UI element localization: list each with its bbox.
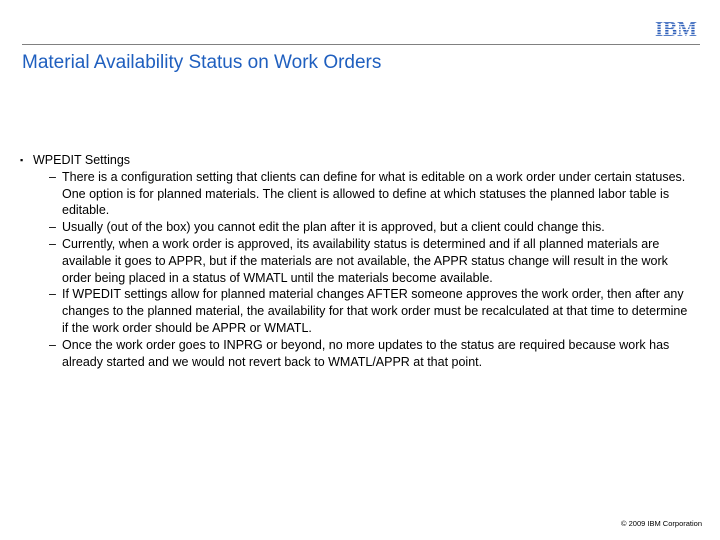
- sub-bullet-text: Once the work order goes to INPRG or beyond, no more updates to the status are required because work has already started and we would not revert back to WMATL/APPR at that point.: [62, 337, 670, 369]
- bullet-text: WPEDIT Settings: [33, 153, 131, 167]
- bullet-marker: ▪: [20, 155, 24, 165]
- sub-bullet-text: There is a configuration setting that clients can define for what is editable on a work order under certain statuses. One option is for planned materials. The client is allowed to define at which statuses the planned labor table is editable.: [62, 169, 686, 218]
- bullet-item: [20, 152, 692, 169]
- title-divider: [22, 44, 700, 45]
- dash-marker: –: [49, 337, 56, 352]
- copyright-notice: © 2009 IBM Corporation: [621, 519, 702, 528]
- dash-marker: –: [49, 287, 56, 302]
- ibm-logo: [652, 17, 700, 39]
- dash-marker: –: [49, 169, 56, 184]
- slide-body: [20, 152, 692, 370]
- sub-bullet-text: If WPEDIT settings allow for planned material changes AFTER someone approves the work order, then after any changes to the planned material, the availability for that work order must be recalculated at that time to determine if the work order should be APPR or WMATL.: [62, 287, 688, 335]
- ibm-logo-text: IBM: [655, 17, 697, 39]
- sub-bullet-item: [49, 286, 692, 336]
- dash-marker: –: [49, 220, 56, 235]
- sub-bullet-item: [49, 219, 692, 236]
- sub-bullet-item: [49, 169, 692, 219]
- sub-bullet-text: Currently, when a work order is approved, its availability status is determined and if all planned materials are available it goes to APPR, but if the materials are not available, the APPR status change will result in the work order being placed in a status of WMATL until the materials become available.: [62, 236, 668, 285]
- sub-bullet-item: [49, 236, 692, 286]
- dash-marker: –: [49, 236, 56, 251]
- page-title: Material Availability Status on Work Orders: [22, 52, 382, 73]
- sub-bullet-list: [20, 169, 692, 371]
- sub-bullet-item: [49, 337, 692, 371]
- sub-bullet-text: Usually (out of the box) you cannot edit the plan after it is approved, but a client could change this.: [62, 220, 605, 235]
